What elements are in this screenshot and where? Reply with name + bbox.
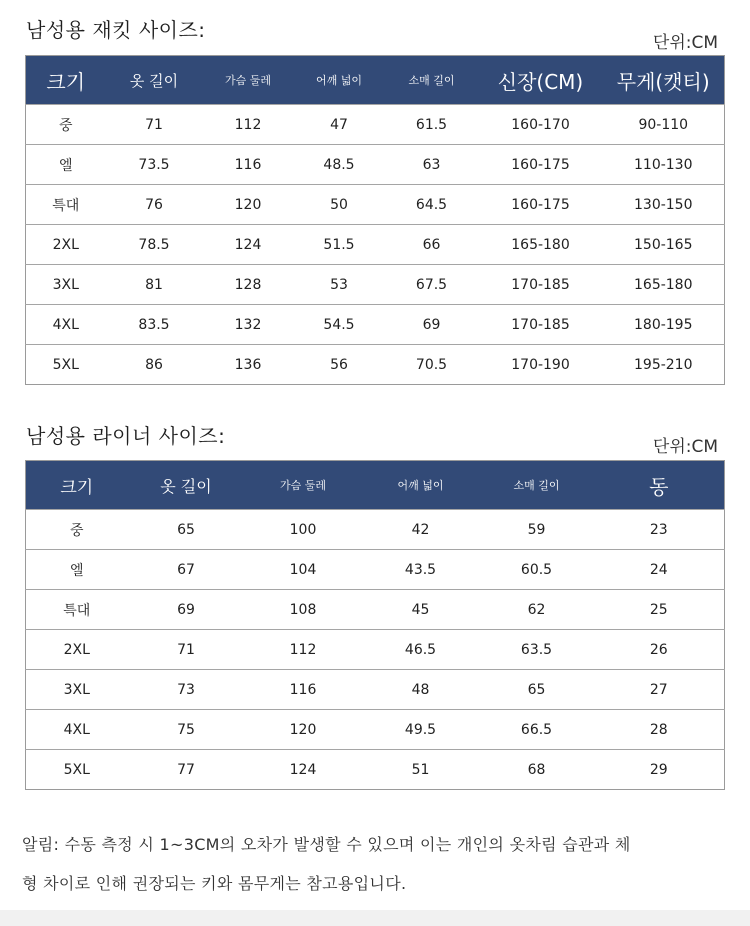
table-row — [26, 750, 725, 790]
size-cell: 특대 — [26, 590, 128, 630]
liner-header-size: 크기 — [26, 461, 128, 510]
weight-cell: 165-180 — [603, 265, 725, 305]
length-cell: 67 — [128, 550, 245, 590]
liner-unit-label: 단위:CM — [652, 437, 718, 457]
shoulder-cell: 48 — [362, 670, 480, 710]
shoulder-cell: 51 — [362, 750, 480, 790]
chest-cell: 124 — [245, 750, 362, 790]
table-row — [26, 550, 725, 590]
weight-cell: 130-150 — [603, 185, 725, 225]
size-cell: 특대 — [26, 185, 106, 225]
shoulder-cell: 46.5 — [362, 630, 480, 670]
sleeve-cell: 69 — [385, 305, 479, 345]
chest-cell: 132 — [203, 305, 294, 345]
shoulder-cell: 49.5 — [362, 710, 480, 750]
shoulder-cell: 47 — [294, 105, 385, 145]
length-cell: 76 — [106, 185, 203, 225]
chest-cell: 100 — [245, 510, 362, 550]
liner-header-length: 옷 길이 — [128, 461, 245, 510]
shoulder-cell: 48.5 — [294, 145, 385, 185]
dong-cell: 24 — [594, 550, 725, 590]
table-row — [26, 265, 725, 305]
length-cell: 78.5 — [106, 225, 203, 265]
table-row — [26, 145, 725, 185]
weight-cell: 195-210 — [603, 345, 725, 385]
table-row — [26, 345, 725, 385]
height-cell: 160-175 — [479, 145, 603, 185]
shoulder-cell: 42 — [362, 510, 480, 550]
weight-cell: 90-110 — [603, 105, 725, 145]
chest-cell: 124 — [203, 225, 294, 265]
table-row — [26, 185, 725, 225]
sleeve-cell: 63.5 — [480, 630, 594, 670]
table-row — [26, 510, 725, 550]
weight-cell: 110-130 — [603, 145, 725, 185]
shoulder-cell: 54.5 — [294, 305, 385, 345]
table-row — [26, 670, 725, 710]
length-cell: 73 — [128, 670, 245, 710]
table-row — [26, 630, 725, 670]
sleeve-cell: 63 — [385, 145, 479, 185]
jacket-header-weight: 무게(캣티) — [603, 56, 725, 105]
sleeve-cell: 64.5 — [385, 185, 479, 225]
length-cell: 75 — [128, 710, 245, 750]
jacket-header-size: 크기 — [26, 56, 106, 105]
size-cell: 2XL — [26, 630, 128, 670]
length-cell: 86 — [106, 345, 203, 385]
chest-cell: 116 — [245, 670, 362, 710]
jacket-unit-label: 단위:CM — [652, 33, 718, 53]
size-cell: 중 — [26, 105, 106, 145]
length-cell: 83.5 — [106, 305, 203, 345]
sleeve-cell: 59 — [480, 510, 594, 550]
sleeve-cell: 62 — [480, 590, 594, 630]
size-cell: 3XL — [26, 670, 128, 710]
jacket-header-row — [26, 56, 725, 105]
shoulder-cell: 43.5 — [362, 550, 480, 590]
height-cell: 160-175 — [479, 185, 603, 225]
height-cell: 170-185 — [479, 305, 603, 345]
length-cell: 77 — [128, 750, 245, 790]
table-row — [26, 590, 725, 630]
sleeve-cell: 66 — [385, 225, 479, 265]
size-cell: 5XL — [26, 345, 106, 385]
shoulder-cell: 56 — [294, 345, 385, 385]
size-cell: 4XL — [26, 305, 106, 345]
jacket-size-title: 남성용 재킷 사이즈: — [26, 18, 206, 42]
dong-cell: 27 — [594, 670, 725, 710]
jacket-header-shoulder: 어깨 넓이 — [294, 56, 385, 105]
size-cell: 엘 — [26, 145, 106, 185]
chest-cell: 120 — [245, 710, 362, 750]
measurement-note-line-2: 형 차이로 인해 권장되는 키와 몸무게는 참고용입니다. — [22, 874, 407, 893]
length-cell: 65 — [128, 510, 245, 550]
chest-cell: 120 — [203, 185, 294, 225]
liner-header-shoulder: 어깨 넓이 — [362, 461, 480, 510]
bottom-band — [0, 910, 750, 926]
size-cell: 4XL — [26, 710, 128, 750]
length-cell: 81 — [106, 265, 203, 305]
size-cell: 5XL — [26, 750, 128, 790]
height-cell: 165-180 — [479, 225, 603, 265]
length-cell: 73.5 — [106, 145, 203, 185]
jacket-header-chest: 가슴 둘레 — [203, 56, 294, 105]
liner-header-row — [26, 461, 725, 510]
length-cell: 71 — [128, 630, 245, 670]
liner-size-title: 남성용 라이너 사이즈: — [26, 424, 226, 448]
sleeve-cell: 68 — [480, 750, 594, 790]
size-cell: 중 — [26, 510, 128, 550]
height-cell: 170-190 — [479, 345, 603, 385]
chest-cell: 116 — [203, 145, 294, 185]
table-row — [26, 105, 725, 145]
sleeve-cell: 61.5 — [385, 105, 479, 145]
size-cell: 2XL — [26, 225, 106, 265]
chest-cell: 108 — [245, 590, 362, 630]
chest-cell: 112 — [203, 105, 294, 145]
measurement-note-line-1: 알림: 수동 측정 시 1~3CM의 오차가 발생할 수 있으며 이는 개인의 옷차림 습관과 체 — [22, 835, 631, 854]
jacket-size-table — [25, 55, 725, 385]
chest-cell: 112 — [245, 630, 362, 670]
jacket-header-height: 신장(CM) — [479, 56, 603, 105]
length-cell: 71 — [106, 105, 203, 145]
table-row — [26, 305, 725, 345]
chest-cell: 128 — [203, 265, 294, 305]
dong-cell: 23 — [594, 510, 725, 550]
jacket-header-length: 옷 길이 — [106, 56, 203, 105]
jacket-header-sleeve: 소매 길이 — [385, 56, 479, 105]
sleeve-cell: 67.5 — [385, 265, 479, 305]
sleeve-cell: 65 — [480, 670, 594, 710]
liner-size-table — [25, 460, 725, 790]
dong-cell: 26 — [594, 630, 725, 670]
shoulder-cell: 53 — [294, 265, 385, 305]
sleeve-cell: 60.5 — [480, 550, 594, 590]
sleeve-cell: 66.5 — [480, 710, 594, 750]
size-cell: 3XL — [26, 265, 106, 305]
chest-cell: 104 — [245, 550, 362, 590]
liner-header-dong: 동 — [594, 461, 725, 510]
chest-cell: 136 — [203, 345, 294, 385]
table-row — [26, 710, 725, 750]
weight-cell: 180-195 — [603, 305, 725, 345]
height-cell: 170-185 — [479, 265, 603, 305]
shoulder-cell: 45 — [362, 590, 480, 630]
liner-header-chest: 가슴 둘레 — [245, 461, 362, 510]
table-row — [26, 225, 725, 265]
length-cell: 69 — [128, 590, 245, 630]
dong-cell: 25 — [594, 590, 725, 630]
dong-cell: 28 — [594, 710, 725, 750]
sleeve-cell: 70.5 — [385, 345, 479, 385]
height-cell: 160-170 — [479, 105, 603, 145]
liner-header-sleeve: 소매 길이 — [480, 461, 594, 510]
dong-cell: 29 — [594, 750, 725, 790]
shoulder-cell: 51.5 — [294, 225, 385, 265]
size-cell: 엘 — [26, 550, 128, 590]
shoulder-cell: 50 — [294, 185, 385, 225]
weight-cell: 150-165 — [603, 225, 725, 265]
